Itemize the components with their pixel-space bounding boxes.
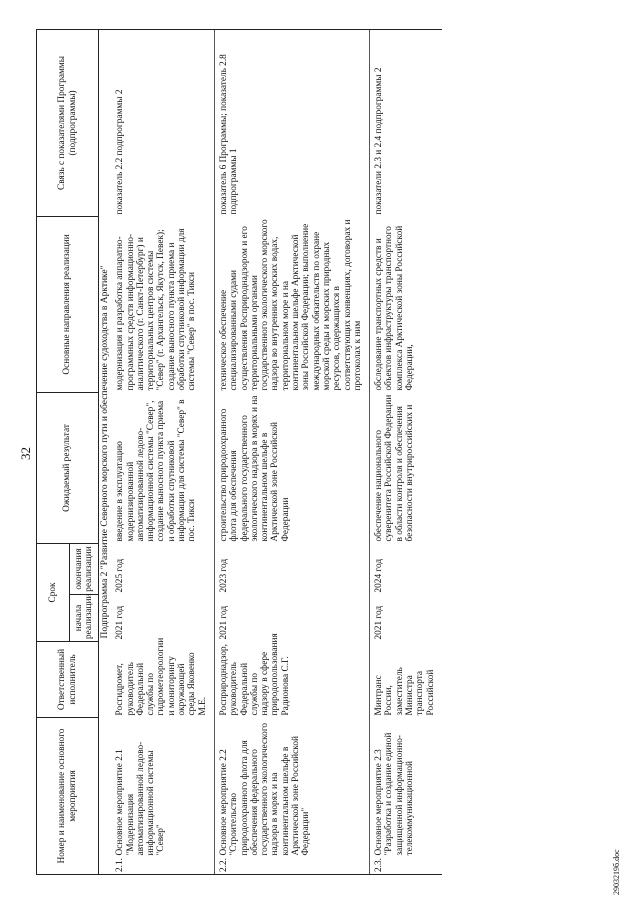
row-number: 2.3. (370, 858, 442, 875)
header-start: начала реализации (70, 594, 99, 641)
row-end: 2025 год (115, 558, 126, 593)
page-number: 32 (18, 447, 33, 460)
header-term: Срок (37, 543, 70, 641)
row-number: 2.2. (214, 858, 369, 875)
row-result: строительство природоохранного флота для обеспечения федерального государственного экологического надзора в морях и на континентальном шельфе в Арктической зоне Российской Федерации (214, 392, 369, 543)
row-directions: техническое обеспечение специализированными судами осуществления Росприроднадзором и его территориальными органами государственного экологического морского надзора во внутренних морских водах, территориальном море и на континентальном шельфе Арктической зоны Российской Федерации; выполнение международных обязательств по охране морской среды и морских природных ресурсов, содержащихся в соответствующих конвенциях, договорах и протоколах к ним (214, 216, 369, 392)
row-directions: модернизация и разработка аппаратно-программных средств информационно-аналитического (г. Санкт-Петербург) и территориальных центров системы "Север" (г. Архангельск, Якутск, Певек); создание выносного пункта приема и обработки спутниковой информации для системы "Север" в пос. Тикси (115, 228, 198, 391)
row-start: 2021 год (214, 594, 369, 641)
header-link: Связь с показателями Программы (подпрограммы) (37, 29, 99, 216)
row-start: 2021 год (370, 594, 442, 641)
row-link: показатели 2.3 и 2.4 подпрограммы 2 (370, 29, 442, 216)
row-name: Основное мероприятие 2.1 "Модернизация автоматизированной ледово-информационной системы "Север" (115, 741, 167, 856)
row-result: введение в эксплуатацию модернизированной автоматизированной ледово-информационной системы "Север", создание выносного пункта приема и обработки спутниковой информации для системы "Север" в пос. Тикси (115, 399, 198, 542)
row-link: показатель 2.2 подпрограммы 2 (111, 29, 214, 216)
header-responsible: Ответственный исполнитель (37, 641, 99, 717)
header-end: окончания реализации (70, 543, 99, 594)
program-table (36, 29, 442, 875)
row-result: обеспечение национального суверенитета Российской Федерации в области контроля и обеспечения безопасности внутрироссийских и (370, 392, 442, 543)
row-end: 2024 год (370, 543, 442, 594)
row-directions: обследование транспортных средств и объектов инфраструктуры транспортного комплекса Арктической зоны Российской Федерации, (370, 216, 442, 392)
row-responsible: Росгидромет, руководитель Федеральной службы по гидрометеорологии и мониторингу окружающей среды Яковенко М.Е. (115, 637, 208, 716)
table-row (111, 29, 214, 874)
document-id: 2903219б.doc (612, 849, 621, 895)
row-end: 2023 год (214, 543, 369, 594)
table-row (370, 29, 442, 874)
header-number-name: Номер и наименование основного мероприятия (37, 717, 99, 874)
row-number: 2.1. (111, 858, 214, 875)
row-start: 2021 год (115, 605, 126, 640)
row-responsible: Минтранс России, заместитель Министра транспорта Российской (370, 641, 442, 717)
row-responsible: Росприроднадзор, руководитель Федеральной службы по надзору в сфере природопользования Радионова С.Г. (214, 641, 369, 717)
header-expected-result: Ожидаемый результат (37, 392, 99, 543)
header-directions: Основные направления реализации (37, 216, 99, 392)
row-name: Основное мероприятие 2.2 "Строительство природоохранного флота для обеспечения федерального государственного экологического надзора в морях и на континентальном шельфе в Арктической зоне Российской Федерации" (214, 717, 369, 857)
row-link: показатель 6 Программы; показатель 2.8 подпрограммы 1 (214, 29, 369, 216)
row-name: Основное мероприятие 2.3 "Разработка и создание единой защищенной информационно-телекоммуникационной (370, 717, 442, 857)
subprogram-title: Подпрограмма 2 "Развитие Северного морского пути и обеспечение судоходства в Арктике" (99, 29, 112, 874)
table-row (214, 29, 369, 874)
